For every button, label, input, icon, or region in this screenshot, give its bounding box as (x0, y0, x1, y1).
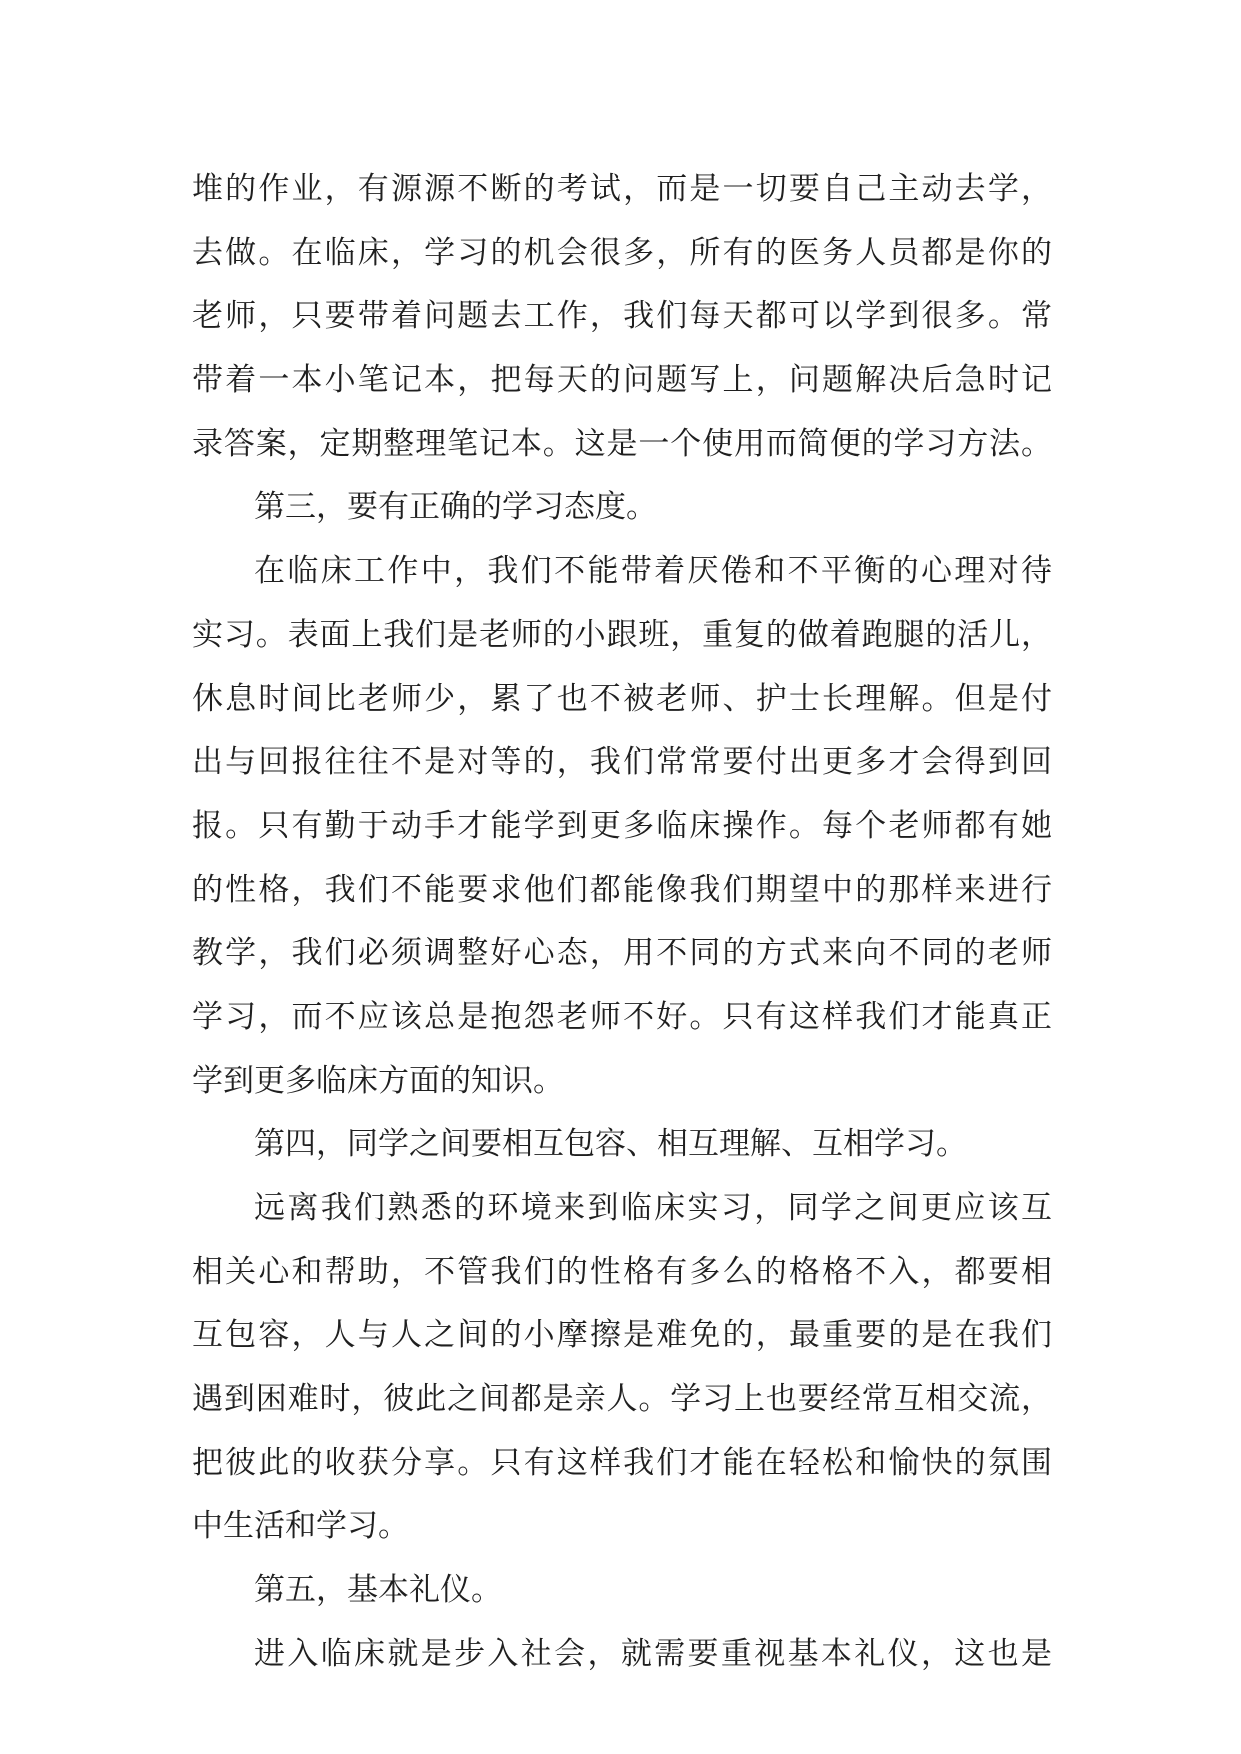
document-body (192, 158, 1052, 1687)
text-line: 带着一本小笔记本，把每天的问题写上，问题解决后急时记 (192, 362, 1052, 399)
text-line: 中生活和学习。 (192, 1508, 409, 1545)
text-line: 休息时间比老师少，累了也不被老师、护士长理解。但是付 (192, 680, 1052, 717)
text-line: 堆的作业，有源源不断的考试，而是一切要自己主动去学， (192, 171, 1052, 207)
text-line: 老师，只要带着问题去工作，我们每天都可以学到很多。常 (192, 298, 1052, 335)
text-line: 录答案，定期整理笔记本。这是一个使用而简便的学习方法。 (192, 425, 1052, 462)
paragraph-first-line: 在临床工作中，我们不能带着厌倦和不平衡的心理对待 (254, 553, 1052, 590)
paragraph-first-line: 远离我们熟悉的环境来到临床实习，同学之间更应该互 (254, 1190, 1052, 1226)
text-line: 的性格，我们不能要求他们都能像我们期望中的那样来进行 (192, 871, 1052, 908)
text-line: 把彼此的收获分享。只有这样我们才能在轻松和愉快的氛围 (192, 1444, 1052, 1481)
text-line: 遇到困难时，彼此之间都是亲人。学习上也要经常互相交流， (192, 1381, 1052, 1418)
text-line: 实习。表面上我们是老师的小跟班，重复的做着跑腿的活儿， (192, 616, 1052, 653)
paragraph-first-line: 第五，基本礼仪。 (254, 1572, 502, 1609)
text-line: 学到更多临床方面的知识。 (192, 1062, 564, 1099)
text-line: 去做。在临床，学习的机会很多，所有的医务人员都是你的 (192, 234, 1052, 271)
text-line: 互包容，人与人之间的小摩擦是难免的，最重要的是在我们 (192, 1317, 1052, 1354)
paragraph-first-line: 第四，同学之间要相互包容、相互理解、互相学习。 (254, 1126, 967, 1163)
paragraph-first-line: 进入临床就是步入社会，就需要重视基本礼仪，这也是 (254, 1635, 1052, 1672)
text-line: 报。只有勤于动手才能学到更多临床操作。每个老师都有她 (192, 807, 1052, 844)
text-line: 学习，而不应该总是抱怨老师不好。只有这样我们才能真正 (192, 998, 1052, 1035)
text-line: 相关心和帮助，不管我们的性格有多么的格格不入，都要相 (192, 1253, 1052, 1290)
paragraph-first-line: 第三，要有正确的学习态度。 (254, 489, 657, 526)
text-line: 教学，我们必须调整好心态，用不同的方式来向不同的老师 (192, 935, 1052, 972)
text-line: 出与回报往往不是对等的，我们常常要付出更多才会得到回 (192, 744, 1052, 781)
